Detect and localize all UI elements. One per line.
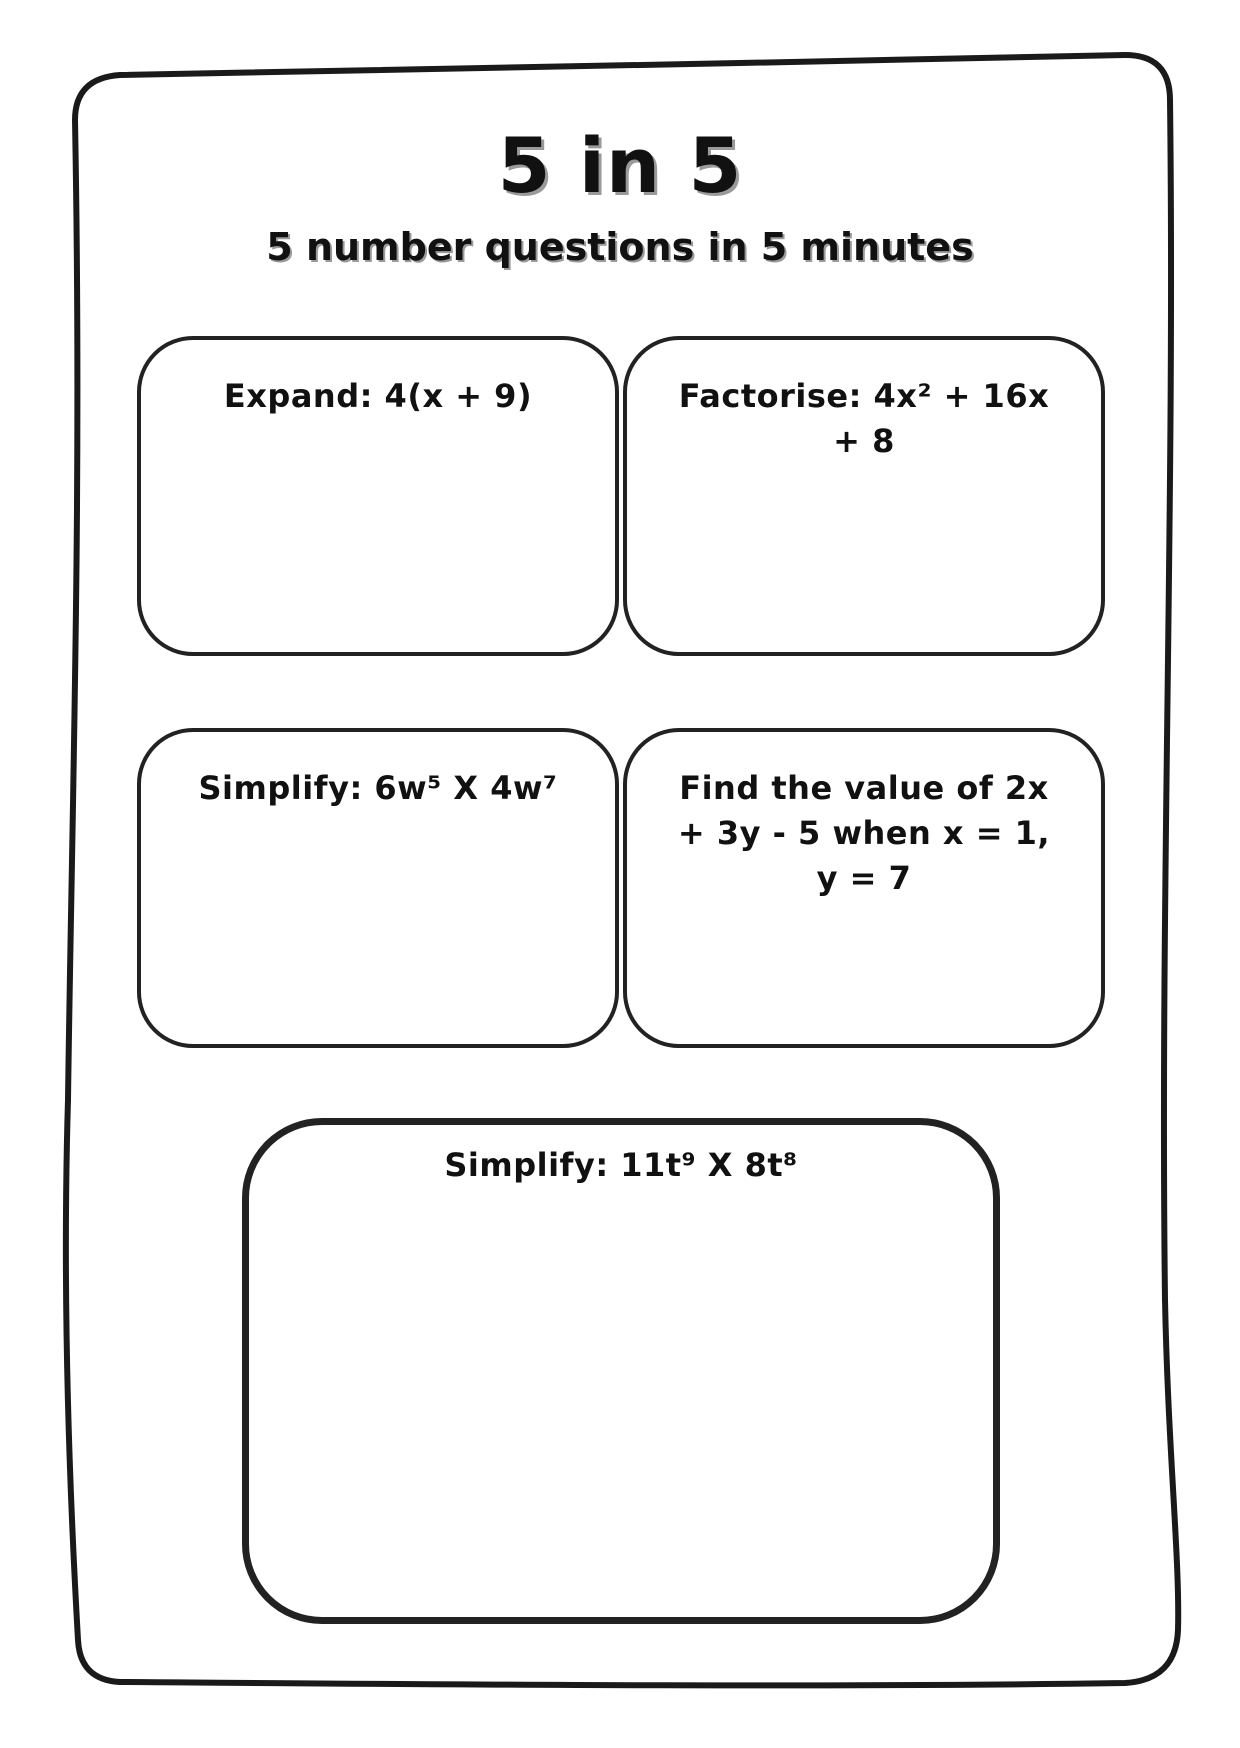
question-box-3[interactable] — [137, 728, 619, 1048]
question-box-1[interactable] — [137, 336, 619, 656]
question-box-5[interactable] — [242, 1118, 1000, 1624]
question-text-3: Simplify: 6w⁵ X 4w⁷ — [198, 769, 558, 807]
question-text-4: Find the value of 2x + 3y - 5 when x = 1, y = 7 — [677, 769, 1051, 897]
question-text-1: Expand: 4(x + 9) — [223, 377, 533, 415]
worksheet-subtitle: 5 number questions in 5 minutes — [266, 225, 974, 269]
question-text-2: Factorise: 4x² + 16x + 8 — [678, 377, 1050, 460]
worksheet-title: 5 in 5 — [497, 121, 743, 210]
question-box-2[interactable] — [623, 336, 1105, 656]
question-box-4[interactable] — [623, 728, 1105, 1048]
question-text-5: Simplify: 11t⁹ X 8t⁸ — [444, 1146, 798, 1184]
